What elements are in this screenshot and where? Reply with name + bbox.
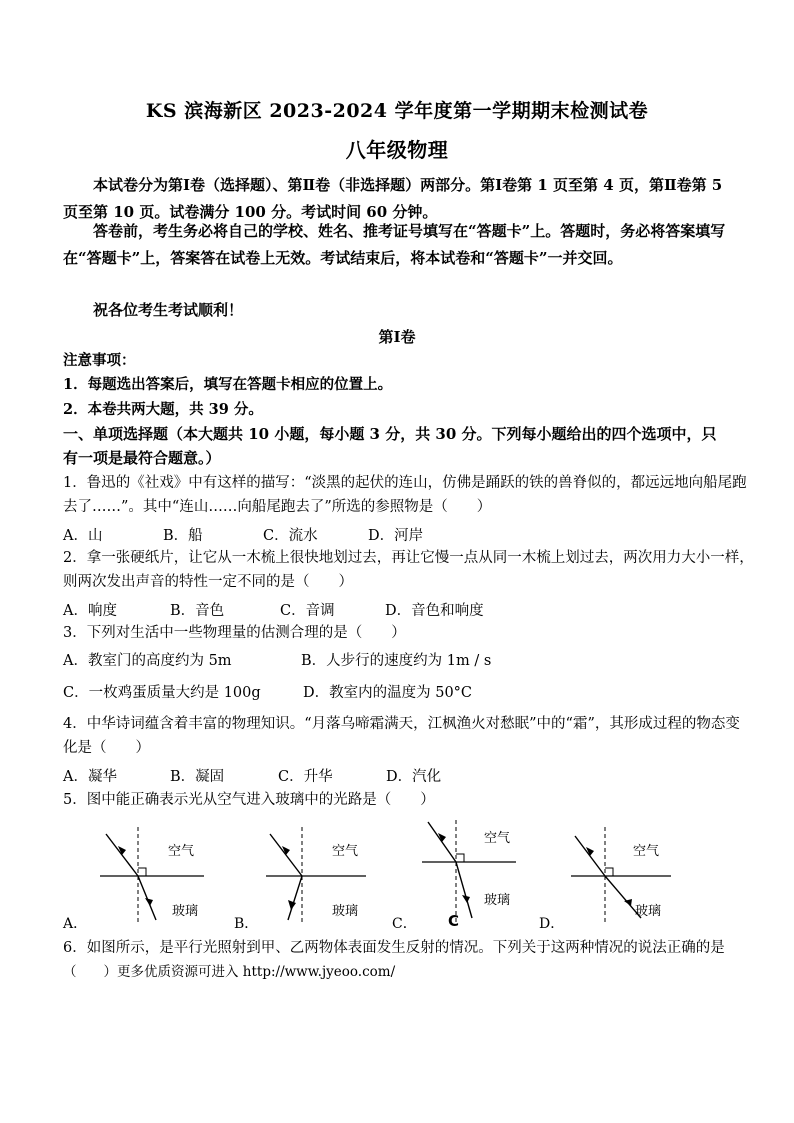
q3-option-a: A．教室门的高度约为 5m [63,653,232,669]
notice-title: 注意事项： [63,352,136,369]
q5-diagram-a [92,822,212,927]
q5-line-1: 5．图中能正确表示光从空气进入玻璃中的光路是（ ） [63,792,435,808]
q2-option-c: C．音调 [280,603,335,619]
q1-line-1: 1．鲁迅的《社戏》中有这样的描写：“淡黑的起伏的连山，仿佛是踊跃的铁的兽脊似的，都远远地向船尾跑 [63,475,747,491]
intro-paragraph-3: 祝各位考生考试顺利！ [93,301,244,319]
q5-d-air-label: 空气 [633,844,660,859]
q5-a-glass-label: 玻璃 [172,904,199,919]
q2-option-d: D．音色和响度 [385,603,484,619]
q1-option-d: D．河岸 [368,528,424,544]
q3-options-row2 [63,681,472,702]
q1-options [63,524,423,545]
intro-paragraph-1: 本试卷分为第Ⅰ卷（选择题）、第Ⅱ卷（非选择题）两部分。第Ⅰ卷第 1 页至第 4 页，第Ⅱ卷第 5 页至第 10 页。试卷满分 100 分。考试时间 60 分钟。 [63,176,723,221]
q4-option-b: B．凝固 [170,769,225,785]
q5-diagram-c [416,818,526,928]
q5-a-air-label: 空气 [168,844,195,859]
exam-title: KS 滨海新区 2023-2024 学年度第一学期期末检测试卷 [145,100,649,122]
q1-option-c: C．流水 [263,528,318,544]
q5-c-air-label: 空气 [484,831,511,846]
q1-option-a: A．山 [63,528,103,544]
q4-option-a: A．凝华 [63,769,117,785]
q5-diagram-d [565,822,685,927]
q5-label-d: D． [539,916,565,932]
q4-line-2: 化是（ ） [63,740,150,756]
q5-label-c: C． [392,916,417,932]
q4-options [63,765,441,786]
q2-line-2: 则两次发出声音的特性一定不同的是（ ） [63,574,353,590]
notice-1: 1．每题选出答案后，填写在答题卡相应的位置上。 [63,376,393,393]
q4-option-c: C．升华 [278,769,333,785]
q5-c-mark: C [448,912,460,928]
intro-paragraph-2: 答卷前，考生务必将自己的学校、姓名、推考证号填写在“答题卡”上。答题时，务必将答案填写在“答题卡”上，答案答在试卷上无效。考试结束后，将本试卷和“答题卡”一并交回。 [63,222,726,267]
q2-options [63,599,484,620]
q6-line-2: （ ）更多优质资源可进入 http://www.jyeoo.com/ [63,964,396,980]
q3-option-c: C．一枚鸡蛋质量大约是 100g [63,685,261,701]
exam-subtitle: 八年级物理 [345,138,449,162]
notice-2: 2．本卷共两大题，共 39 分。 [63,401,263,418]
q1-line-2: 去了……”。其中“连山……向船尾跑去了”所选的参照物是（ ） [63,499,492,515]
q5-b-glass-label: 玻璃 [332,904,359,919]
q3-line-1: 3．下列对生活中一些物理量的估测合理的是（ ） [63,625,406,641]
q6-line-1: 6．如图所示，是平行光照射到甲、乙两物体表面发生反射的情况。下列关于这两种情况的说法正确的是 [63,940,725,956]
volume-heading: 第Ⅰ卷 [378,328,416,346]
q5-label-b: B． [234,916,259,932]
q4-line-1: 4．中华诗词蕴含着丰富的物理知识。“月落乌啼霜满天，江枫渔火对愁眠”中的“霜”，其形成过程的物态变 [63,716,740,732]
q2-option-a: A．响度 [63,603,117,619]
q5-d-glass-label: 玻璃 [635,904,662,919]
q5-diagram-b [258,822,378,927]
q3-option-b: B．人步行的速度约为 1m / s [301,653,492,669]
q1-option-b: B．船 [163,528,203,544]
q3-option-d: D．教室内的温度为 50°C [303,685,473,701]
q5-label-a: A． [63,916,88,932]
part1-heading: 一、单项选择题（本大题共 10 小题，每小题 3 分，共 30 分。下列每小题给出的四个选项中，只有一项是最符合题意。） [63,425,717,467]
q4-option-d: D．汽化 [386,769,442,785]
q2-option-b: B．音色 [170,603,225,619]
q5-b-air-label: 空气 [332,844,359,859]
q3-options-row1 [63,649,491,670]
q5-c-glass-label: 玻璃 [484,893,511,908]
q2-line-1: 2．拿一张硬纸片，让它从一木梳上很快地划过去，再让它慢一点从同一木梳上划过去，两次用力大小一样， [63,550,754,566]
